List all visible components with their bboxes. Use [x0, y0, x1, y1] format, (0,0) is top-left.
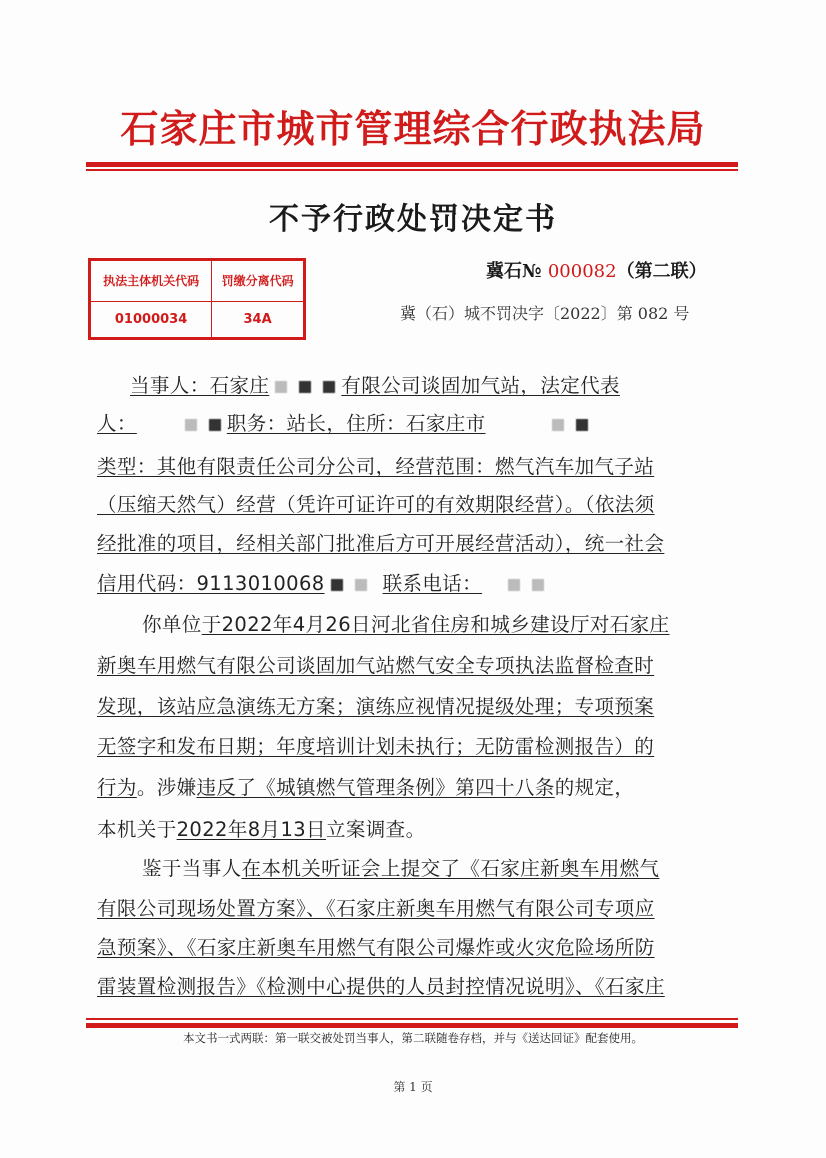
- behavior: 行为: [97, 776, 137, 799]
- hearing-submission: 在本机关听证会上提交了《石家庄新奥车用燃气: [241, 857, 660, 880]
- serial-number: [486, 257, 707, 283]
- code-box: [88, 258, 306, 340]
- redaction-mark: [275, 381, 287, 393]
- provision: 的规定，: [554, 776, 635, 799]
- body-line-2: [97, 408, 594, 436]
- violation-clause: 违反了《城镇燃气管理条例》第四十八条: [196, 776, 555, 799]
- redaction-mark: [508, 579, 520, 591]
- header-red-rule-thin: [86, 169, 738, 171]
- party-label: 当事人：石家庄: [130, 374, 270, 397]
- body-line-1: [130, 370, 620, 398]
- filing-date: 2022年8月13日: [176, 818, 326, 841]
- redaction-mark: [323, 381, 335, 393]
- body-line-8: 新奥车用燃气有限公司谈固加气站燃气安全专项执法监督检查时: [97, 654, 655, 677]
- body-line-9: 发现，该站应急演练无方案；演练应视情况提级处理；专项预案: [97, 695, 655, 718]
- body-line-6: [97, 568, 550, 596]
- body-line-14: 有限公司现场处置方案》、《石家庄新奥车用燃气有限公司专项应: [97, 897, 655, 920]
- document-title: 不予行政处罚决定书: [269, 202, 557, 237]
- legal-rep-label: 人：: [97, 412, 137, 435]
- redaction-mark: [355, 579, 367, 591]
- redaction-mark: [209, 419, 221, 431]
- body-line-4: （压缩天然气）经营（凭许可证许可的有效期限经营）。（依法须: [97, 493, 655, 516]
- party-company: 有限公司谈固加气站，法定代表: [341, 374, 620, 397]
- redaction-mark: [552, 419, 564, 431]
- serial-suffix: （第二联）: [616, 261, 707, 282]
- body-line-15: 急预案》、《石家庄新奥车用燃气有限公司爆炸或火灾危险场所防: [97, 936, 655, 959]
- serial-digits: 000082: [547, 261, 617, 282]
- phone-label: 联系电话：: [382, 572, 483, 595]
- whereas: 鉴于当事人: [142, 857, 242, 880]
- body-line-7: [142, 609, 669, 637]
- code-value-fine: 34A: [212, 301, 304, 337]
- footer-red-rule-thick: [86, 1023, 738, 1028]
- code-label-fine: 罚缴分离代码: [212, 261, 304, 302]
- code-label-agency: 执法主体机关代码: [91, 261, 212, 302]
- body-line-16: 雷装置检测报告》《检测中心提供的人员封控情况说明》、《石家庄: [97, 975, 665, 998]
- footer-red-rule-thin: [86, 1018, 738, 1020]
- redaction-mark: [299, 381, 311, 393]
- agency-on: 本机关于: [97, 818, 177, 841]
- suspected: 。涉嫌: [136, 776, 197, 799]
- header-red-rule-thick: [86, 162, 738, 167]
- redaction-mark: [576, 419, 588, 431]
- redaction-mark: [185, 419, 197, 431]
- position-address: 职务：站长，住所：石家庄市: [226, 412, 486, 435]
- inspection-date: 于2022年4月26日河北省住房和城乡建设厅对石家庄: [201, 613, 670, 636]
- agency-title: 石家庄市城市管理综合行政执法局: [120, 106, 706, 151]
- body-line-3: 类型：其他有限责任公司分公司，经营范围：燃气汽车加气子站: [97, 455, 655, 478]
- redaction-mark: [331, 579, 343, 591]
- redaction-mark: [532, 579, 544, 591]
- code-value-agency: 01000034: [91, 301, 212, 337]
- credit-code: 信用代码：9113010068: [97, 572, 325, 595]
- you-unit: 你单位: [142, 613, 202, 636]
- body-line-10: 无签字和发布日期；年度培训计划未执行；无防雷检测报告）的: [97, 735, 655, 758]
- serial-prefix: 冀石№: [486, 261, 542, 282]
- body-line-5: 经批准的项目，经相关部门批准后方可开展经营活动），统一社会: [97, 532, 665, 555]
- body-line-12: [97, 814, 425, 842]
- body-line-11: [97, 772, 634, 800]
- case-filed: 立案调查。: [325, 818, 426, 841]
- body-line-13: [142, 853, 659, 881]
- page-number: 第 1 页: [393, 1080, 433, 1094]
- footer-note: 本文书一式两联：第一联交被处罚当事人，第二联随卷存档，并与《送达回证》配套使用。: [183, 1031, 643, 1045]
- document-number: 冀（石）城不罚决字〔2022〕第 082 号: [400, 304, 690, 323]
